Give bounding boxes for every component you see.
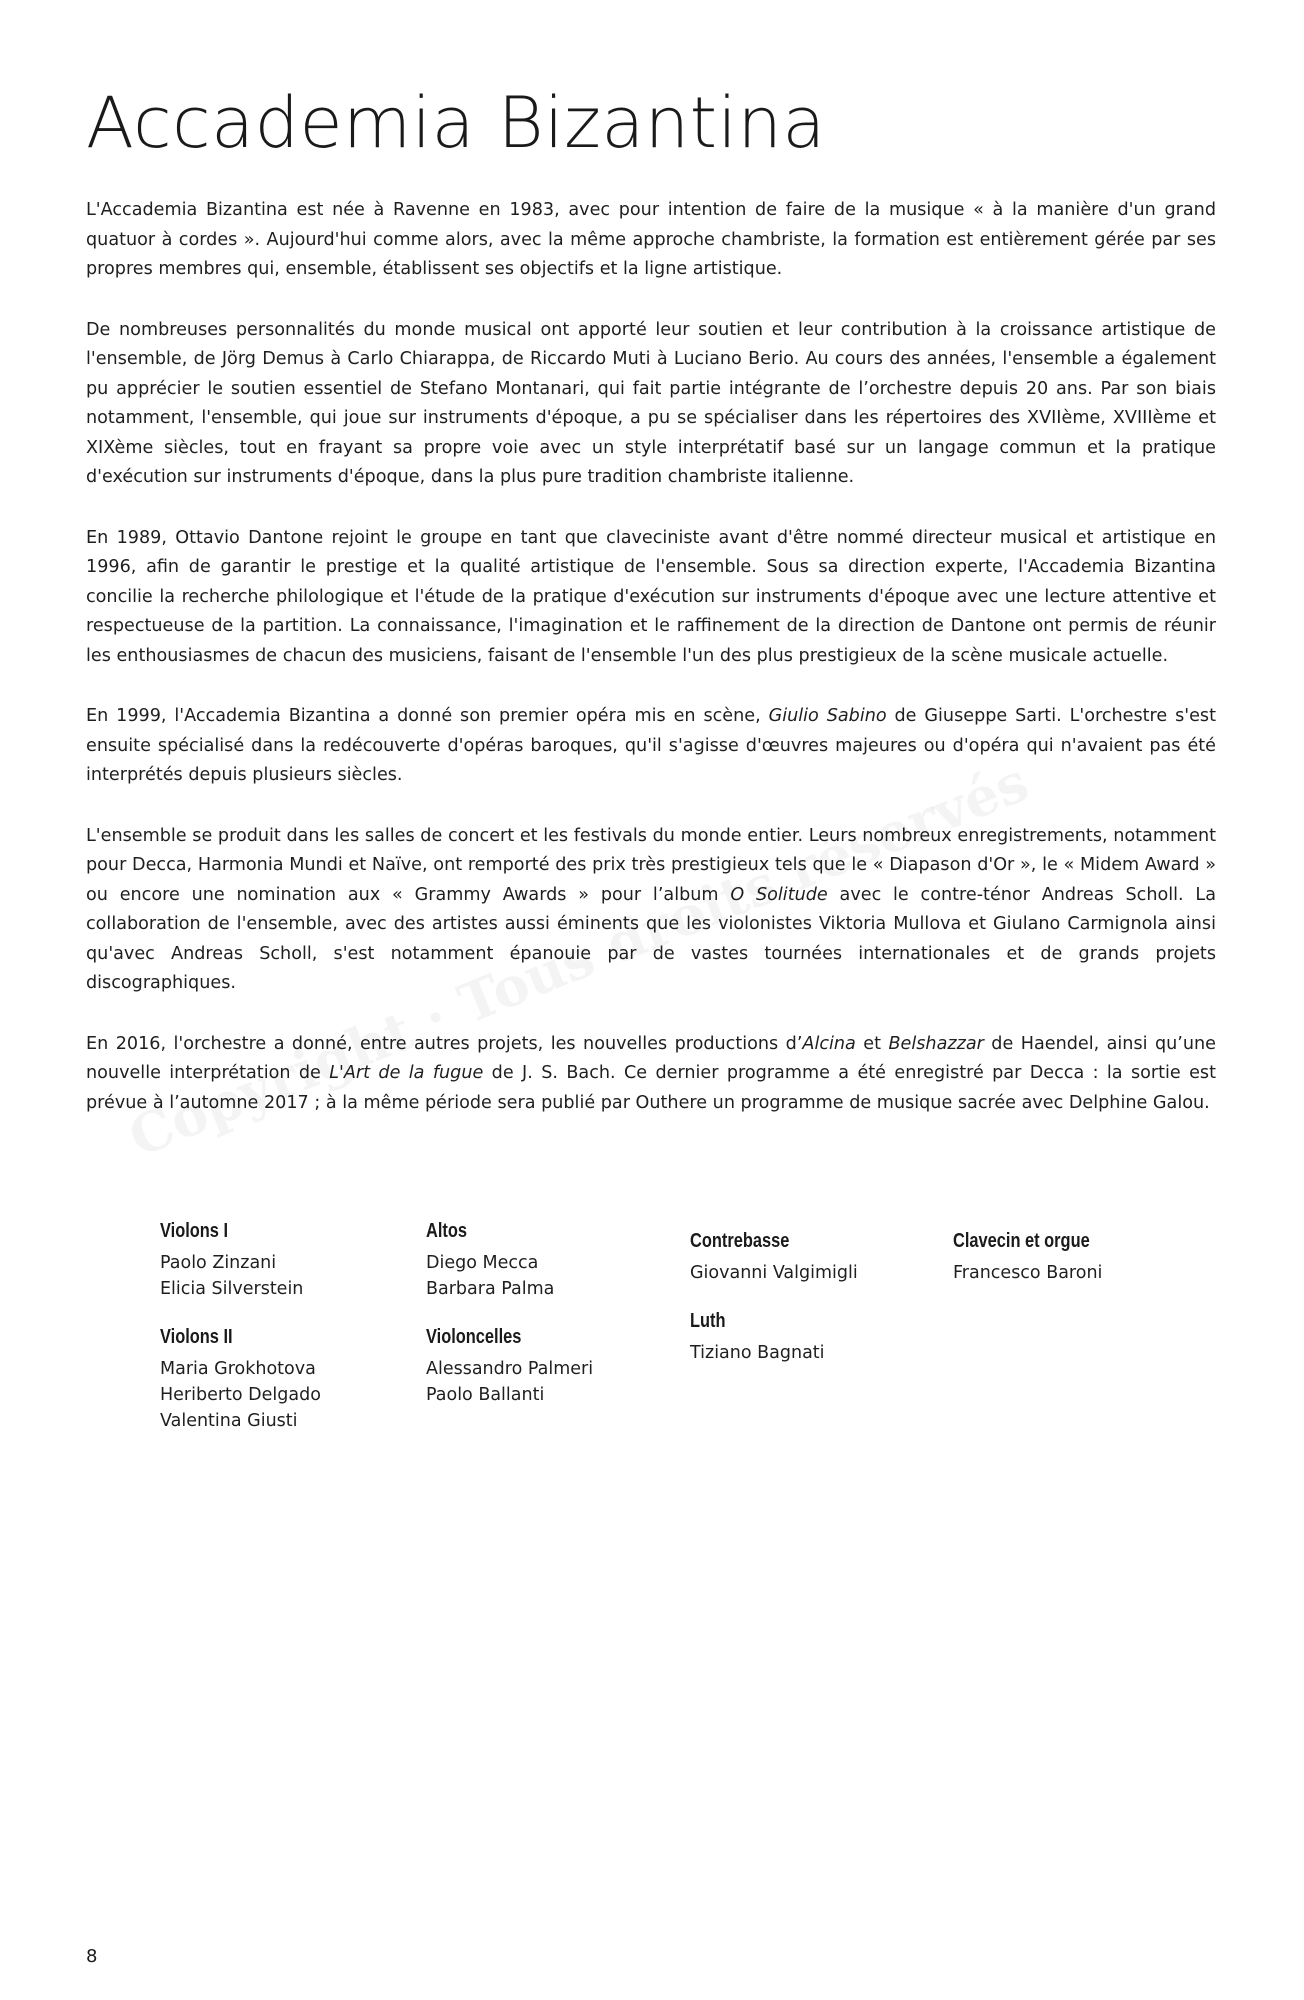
paragraph <box>86 1030 1216 1119</box>
musician-name: Elicia Silverstein <box>160 1279 304 1299</box>
section-heading: Luth <box>690 1310 726 1332</box>
paragraph <box>86 524 1216 672</box>
roster-column-1 <box>160 1218 321 1456</box>
paragraph-text: En 2016, l'orchestre a donné, entre autres projets, les nouvelles productions d’ <box>86 1033 803 1054</box>
paragraph-text: de Giuseppe Sarti. L'orchestre s'est ensuite spécialisé dans la redécouverte d'opéras baroques, qu'il s'agisse d'œuvres majeures ou d'opéra qui n'avaient pas été interprétés depuis plusieurs siècles. <box>86 706 1216 785</box>
paragraph <box>86 196 1216 285</box>
italic-title: O Solitude <box>730 884 828 905</box>
section-group <box>160 1218 321 1302</box>
musician-name: Francesco Baroni <box>953 1263 1103 1283</box>
section-group <box>953 1228 1120 1286</box>
paragraph-text: En 1989, Ottavio Dantone rejoint le groupe en tant que claveciniste avant d'être nommé directeur musical et artistique en 1996, afin de garantir le prestige et la qualité artistique de l'ensemble. Sous sa direction experte, l'Accademia Bizantina concilie la recherche philologique et l'étude de la pratique d'exécution sur instruments d'époque avec une lecture attentive et respectueuse de la partition. La connaissance, l'imagination et le raffinement de la direction de Dantone ont permis de réunir les enthousiasmes de chacun des musiciens, faisant de l'ensemble l'un des plus prestigieux de la scène musicale actuelle. <box>86 527 1216 666</box>
paragraph-text: De nombreuses personnalités du monde musical ont apporté leur soutien et leur contribution à la croissance artistique de l'ensemble, de Jörg Demus à Carlo Chiarappa, de Riccardo Muti à Luciano Berio. Au cours des années, l'ensemble a également pu apprécier le soutien essentiel de Stefano Montanari, qui fait partie intégrante de l’orchestre depuis 20 ans. Par son biais notamment, l'ensemble, qui joue sur instruments d'époque, a pu se spécialiser dans les répertoires des XVIIème, XVIIIème et XIXème siècles, tout en frayant sa propre voie avec un style interprétatif basé sur un langage commun et la pratique d'exécution sur instruments d'époque, dans la plus pure tradition chambriste italienne. <box>86 319 1216 487</box>
musician-name: Diego Mecca <box>426 1253 539 1273</box>
italic-title: Alcina <box>802 1033 856 1054</box>
section-heading: Clavecin et orgue <box>953 1230 1090 1252</box>
musician-name: Heriberto Delgado <box>160 1385 321 1405</box>
italic-title: Belshazzar <box>888 1033 984 1054</box>
musician-roster <box>160 1218 1160 1458</box>
roster-column-3 <box>690 1228 858 1388</box>
musician-name: Giovanni Valgimigli <box>690 1263 858 1283</box>
paragraph <box>86 822 1216 999</box>
musician-name: Paolo Zinzani <box>160 1253 277 1273</box>
biography-text <box>86 196 1216 1149</box>
roster-column-4 <box>953 1228 1120 1308</box>
page-number: 8 <box>86 1946 98 1967</box>
paragraph-text: et <box>855 1033 889 1054</box>
section-heading: Contrebasse <box>690 1230 790 1252</box>
italic-title: Giulio Sabino <box>768 706 887 726</box>
paragraph <box>86 316 1216 493</box>
musician-name: Valentina Giusti <box>160 1411 298 1431</box>
section-heading: Violons I <box>160 1220 229 1242</box>
paragraph-text: L'ensemble se produit dans les salles de concert et les festivals du monde entier. Leurs nombreux enregistrements, notamment pour Decca, Harmonia Mundi et Naïve, ont remporté des prix très prestigieux tels que le « Diapason d'Or », le « Midem Award » ou encore une nomination aux « Grammy Awards » pour l’album <box>86 825 1216 905</box>
musician-name: Alessandro Palmeri <box>426 1359 594 1379</box>
italic-title: L'Art de la fugue <box>329 1063 484 1083</box>
paragraph-text: L'Accademia Bizantina est née à Ravenne en 1983, avec pour intention de faire de la musique « à la manière d'un grand quatuor à cordes ». Aujourd'hui comme alors, avec la même approche chambriste, la formation est entièrement gérée par ses propres membres qui, ensemble, établissent ses objectifs et la ligne artistique. <box>86 200 1216 279</box>
paragraph-text: de J. S. Bach. Ce dernier programme a été enregistré par Decca : la sortie est prévue à l’automne 2017 ; à la même période sera publié par Outhere un programme de musique sacrée avec Delphine Galou. <box>86 1063 1216 1113</box>
paragraph-text: En 1999, l'Accademia Bizantina a donné son premier opéra mis en scène, <box>86 706 769 726</box>
section-group <box>426 1218 593 1302</box>
section-group <box>690 1228 858 1286</box>
paragraph <box>86 702 1216 791</box>
page-title: Accademia Bizantina <box>86 82 826 164</box>
musician-name: Barbara Palma <box>426 1279 555 1299</box>
section-group <box>426 1324 593 1408</box>
paragraph-text: avec le contre-ténor Andreas Scholl. La collaboration de l'ensemble, avec des artistes aussi éminents que les violonistes Viktoria Mullova et Giulano Carmignola ainsi qu'avec Andreas Scholl, s'est notamment épanouie par de vastes tournées internationales et de grands projets discographiques. <box>86 884 1216 993</box>
section-heading: Altos <box>426 1220 467 1242</box>
section-group <box>690 1308 858 1366</box>
section-heading: Violons II <box>160 1326 233 1348</box>
section-group <box>160 1324 321 1434</box>
section-heading: Violoncelles <box>426 1326 522 1348</box>
roster-column-2 <box>426 1218 593 1430</box>
musician-name: Paolo Ballanti <box>426 1385 545 1405</box>
musician-name: Tiziano Bagnati <box>690 1343 825 1363</box>
paragraph-text: de Haendel, ainsi qu’une nouvelle interprétation de <box>86 1033 1216 1083</box>
musician-name: Maria Grokhotova <box>160 1359 316 1379</box>
